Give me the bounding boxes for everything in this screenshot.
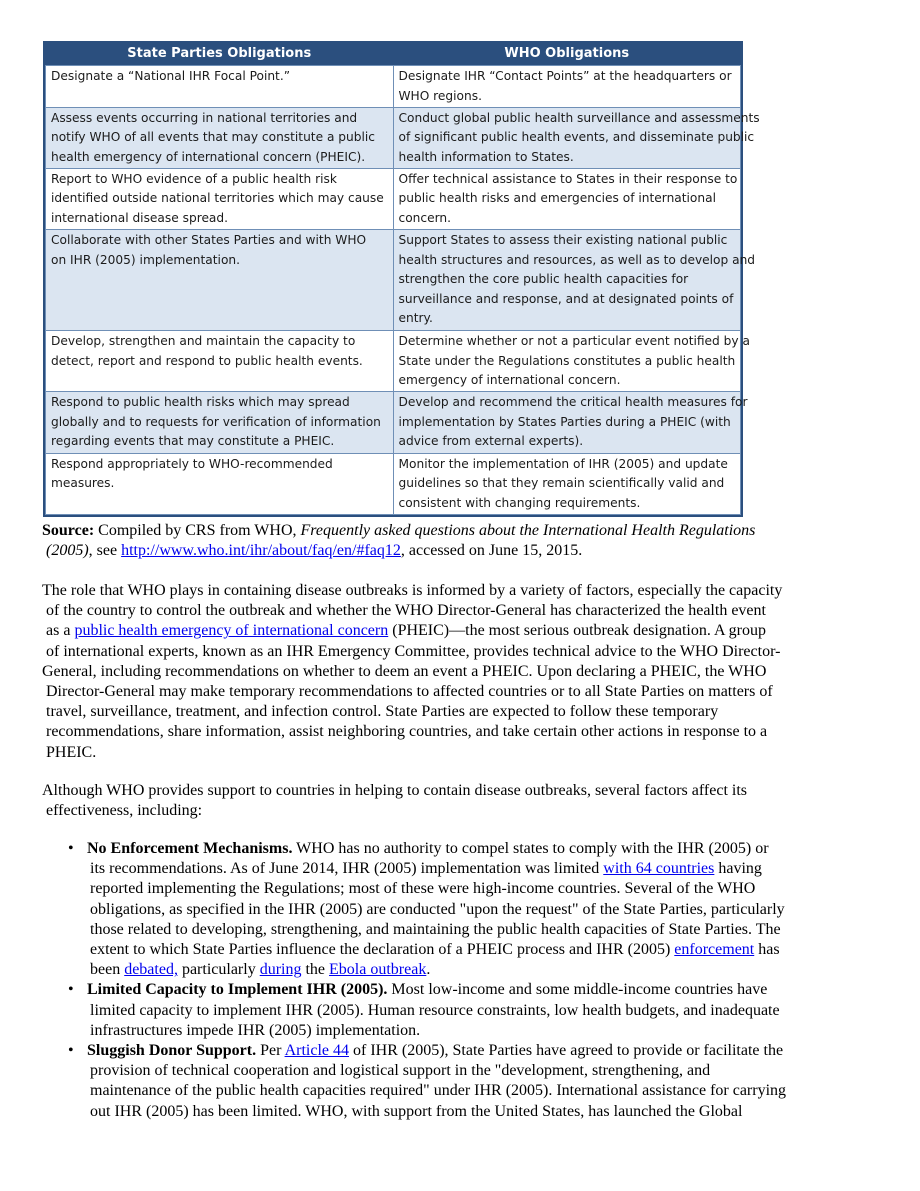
cell-line: concern. <box>398 210 451 225</box>
cell-line: Respond to public health risks which may spread <box>51 395 350 410</box>
para-text: as a <box>46 622 75 640</box>
para-line: Director-General may make temporary recommendations to affected countries or to all State Parties on matters of <box>46 683 773 701</box>
cell-line: advice from external experts). <box>398 434 584 449</box>
source-label: Source: <box>42 522 95 539</box>
cell-line: entry. <box>398 311 433 326</box>
cell-line: implementation by States Parties during a PHEIC (with <box>398 414 731 429</box>
table-body <box>46 66 760 515</box>
cell-line: emergency of international concern. <box>398 373 621 388</box>
cell-line: public health risks and emergencies of international <box>398 191 716 206</box>
bullet-line: provision of technical cooperation and logistical support in the "development, strengthening, and <box>90 1062 711 1080</box>
cell-line: health structures and resources, as well as to develop and <box>398 252 756 267</box>
ebola-outbreak-link[interactable]: Ebola outbreak <box>329 961 427 979</box>
who-obligation-cell <box>393 392 748 453</box>
bullet-text: the <box>301 961 330 979</box>
enforcement-link[interactable]: enforcement <box>674 941 755 959</box>
list-item-donor-support <box>68 1041 786 1122</box>
bullet-text: of IHR (2005), State Parties have agreed to provide or facilitate the <box>348 1042 784 1060</box>
paragraph-who-role <box>42 581 782 763</box>
cell-line: Support States to assess their existing national public <box>398 233 728 248</box>
pheic-link[interactable]: public health emergency of international concern <box>74 622 389 640</box>
cell-line: Offer technical assistance to States in their response to <box>398 171 738 186</box>
bullet-heading: Sluggish Donor Support. <box>87 1042 257 1060</box>
bullet-line: infrastructures impede IHR (2005) implementation. <box>90 1021 421 1039</box>
bullet-text: been <box>90 961 125 979</box>
table-row <box>46 392 741 453</box>
para-line: recommendations, share information, assist neighboring countries, and take certain other actions in response to a <box>46 723 768 741</box>
bullet-text: having <box>714 860 762 878</box>
state-obligation-cell <box>46 66 394 108</box>
bullet-line: limited capacity to implement IHR (2005). Human resource constraints, low health budgets, and inadequate <box>90 1001 780 1019</box>
cell-line: regarding events that may constitute a PHEIC. <box>51 434 335 449</box>
bullet-heading: No Enforcement Mechanisms. <box>87 840 293 857</box>
bullet-text: its recommendations. As of June 2014, IHR (2005) implementation was limited <box>90 860 604 878</box>
bullet-line: maintenance of the public health capacities required" under IHR (2005). International assistance for carrying <box>90 1082 787 1100</box>
source-title-year: (2005) <box>46 542 89 560</box>
table-row <box>46 453 741 514</box>
bullet-icon: • <box>68 981 74 999</box>
bullet-text: . <box>426 961 431 979</box>
table-row <box>46 66 741 108</box>
state-obligation-cell <box>46 107 394 168</box>
bullet-text: particularly <box>177 961 260 979</box>
bullet-text: WHO has no authority to compel states to comply with the IHR (2005) or <box>292 840 769 857</box>
cell-line: Monitor the implementation of IHR (2005) and update <box>398 456 728 471</box>
cell-line: surveillance and response, and at designated points of <box>398 291 734 306</box>
cell-line: Report to WHO evidence of a public health risk <box>51 171 337 186</box>
para-line: of international experts, known as an IHR Emergency Committee, provides technical advice to the WHO Director- <box>46 642 781 660</box>
state-obligation-cell <box>46 331 394 392</box>
cell-line: WHO regions. <box>398 88 482 103</box>
cell-line: health emergency of international concern (PHEIC). <box>51 149 366 164</box>
obligations-table <box>45 43 760 515</box>
table-row <box>46 230 741 331</box>
bullet-text: Most low-income and some middle-income countries have <box>387 981 768 999</box>
para-line: travel, surveillance, treatment, and infection control. State Parties are expected to follow these temporary <box>46 703 719 721</box>
bullet-icon: • <box>68 840 74 857</box>
source-url-link[interactable]: http://www.who.int/ihr/about/faq/en/#faq12 <box>121 542 401 560</box>
state-obligation-cell <box>46 453 394 514</box>
source-title: Frequently asked questions about the International Health Regulations <box>300 522 756 539</box>
cell-line: detect, report and respond to public health events. <box>51 353 363 368</box>
para-line: General, including recommendations on whether to deem an event a PHEIC. Upon declaring a PHEIC, the WHO <box>42 662 767 680</box>
bullet-line: those related to developing, strengthening, and maintaining the public health capacities of State Parties. The <box>90 920 781 938</box>
source-text: , accessed on June 15, 2015. <box>400 542 583 560</box>
who-obligation-cell <box>393 453 741 514</box>
header-who: WHO Obligations <box>393 43 741 66</box>
during-link[interactable]: during <box>259 961 302 979</box>
cell-line: notify WHO of all events that may constitute a public <box>51 130 375 145</box>
cell-line: globally and to requests for verification of information <box>51 414 381 429</box>
bullet-icon: • <box>68 1042 74 1060</box>
cell-line: guidelines so that they remain scientifically valid and <box>398 476 725 491</box>
cell-line: Collaborate with other States Parties and with WHO <box>51 233 367 248</box>
64-countries-link[interactable]: with 64 countries <box>603 860 715 878</box>
factor-list <box>68 839 786 1122</box>
para-text: (PHEIC)—the most serious outbreak designation. A group <box>388 622 766 640</box>
who-obligation-cell <box>393 230 756 331</box>
para-line: The role that WHO plays in containing disease outbreaks is informed by a variety of factors, especially the capacity <box>42 582 783 599</box>
state-obligation-cell <box>46 392 394 453</box>
cell-line: on IHR (2005) implementation. <box>51 252 240 267</box>
cell-line: international disease spread. <box>51 210 229 225</box>
who-obligation-cell <box>393 331 750 392</box>
table-row <box>46 107 741 168</box>
cell-line: Develop, strengthen and maintain the capacity to <box>51 334 356 349</box>
cell-line: Assess events occurring in national territories and <box>51 110 358 125</box>
cell-line: Determine whether or not a particular event notified by a <box>398 334 750 349</box>
source-note <box>42 521 755 561</box>
article-44-link[interactable]: Article 44 <box>284 1042 349 1060</box>
who-obligation-cell <box>393 66 741 108</box>
cell-line: State under the Regulations constitutes a public health <box>398 353 736 368</box>
header-state-parties: State Parties Obligations <box>46 43 394 66</box>
bullet-text: has <box>754 941 780 959</box>
bullet-line: out IHR (2005) has been limited. WHO, with support from the United States, has launched the Global <box>90 1102 743 1120</box>
cell-line: of significant public health events, and disseminate public <box>398 130 755 145</box>
cell-line: identified outside national territories which may cause <box>51 191 384 206</box>
bullet-heading: Limited Capacity to Implement IHR (2005). <box>87 981 388 999</box>
bullet-line: obligations, as specified in the IHR (2005) are conducted "upon the request" of the State Parties, particularly <box>90 900 785 918</box>
who-obligation-cell <box>393 168 741 229</box>
who-obligation-cell <box>393 107 760 168</box>
source-text: , see <box>88 542 122 560</box>
para-line: Although WHO provides support to countries in helping to contain disease outbreaks, several factors affect its <box>42 782 748 799</box>
bullet-text: extent to which State Parties influence the declaration of a PHEIC process and IHR (2005) <box>90 941 675 959</box>
para-line: of the country to control the outbreak and whether the WHO Director-General has characterized the health event <box>46 602 766 620</box>
obligations-table-image <box>43 41 760 517</box>
cell-line: consistent with changing requirements. <box>398 495 641 510</box>
cell-line: Conduct global public health surveillance and assessments <box>398 110 760 125</box>
bullet-line: reported implementing the Regulations; most of these were high-income countries. Several of the WHO <box>90 880 756 898</box>
source-text: Compiled by CRS from WHO, <box>94 522 301 539</box>
state-obligation-cell <box>46 168 394 229</box>
debated-link[interactable]: debated, <box>124 961 178 979</box>
cell-line: measures. <box>51 476 115 491</box>
para-line: PHEIC. <box>46 743 97 761</box>
state-obligation-cell <box>46 230 394 331</box>
bullet-text: Per <box>256 1042 285 1060</box>
cell-line: health information to States. <box>398 149 574 164</box>
cell-line: Respond appropriately to WHO-recommended <box>51 456 333 471</box>
para-line: effectiveness, including: <box>46 802 203 820</box>
cell-line: Designate a “National IHR Focal Point.” <box>51 69 291 83</box>
cell-line: Develop and recommend the critical health measures for <box>398 395 748 410</box>
table-row <box>46 168 741 229</box>
table-row <box>46 331 741 392</box>
cell-line: strengthen the core public health capacities for <box>398 272 689 287</box>
paragraph-factors <box>42 781 747 821</box>
list-item-no-enforcement <box>68 839 786 980</box>
list-item-limited-capacity <box>68 980 786 1041</box>
cell-line: Designate IHR “Contact Points” at the headquarters or <box>398 69 732 83</box>
